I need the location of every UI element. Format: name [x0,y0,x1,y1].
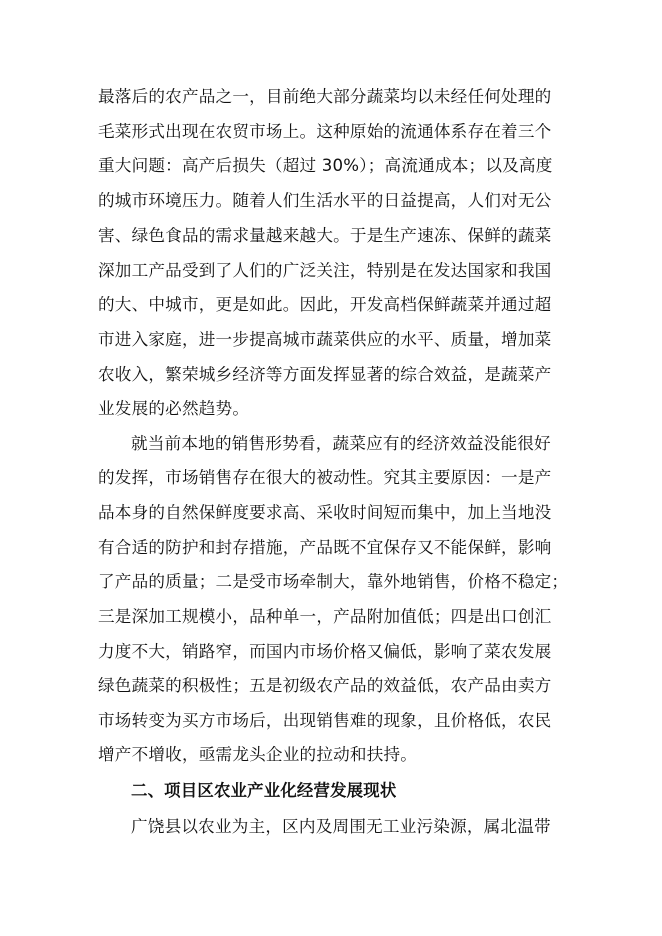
paragraph-2-line-1: 就当前本地的销售形势看，蔬菜应有的经济效益没能很好 [131,434,551,453]
paragraph-1-line-5: 害、绿色食品的需求量越来越大。于是生产速冻、保鲜的蔬菜 [98,226,552,245]
paragraph-2-line-6: 三是深加工规模小，品种单一，产品附加值低；四是出口创汇 [98,607,552,626]
paragraph-1-line-3: 重大问题：高产后损失（超过 30%）；高流通成本；以及高度 [98,156,553,175]
paragraph-2-line-5: 了产品的质量；二是受市场牵制大，靠外地销售，价格不稳定； [98,572,569,591]
section-heading: 二、项目区农业产业化经营发展现状 [131,781,397,800]
paragraph-1-line-4: 的城市环境压力。随着人们生活水平的日益提高，人们对无公 [98,191,552,210]
paragraph-1-line-9: 农收入，繁荣城乡经济等方面发挥显著的综合效益，是蔬菜产 [98,365,552,384]
paragraph-1-line-8: 市进入家庭，进一步提高城市蔬菜供应的水平、质量，增加菜 [98,330,552,349]
paragraph-2-line-10: 增产不增收，亟需龙头企业的拉动和扶持。 [98,745,418,764]
paragraph-2-line-2: 的发挥，市场销售存在很大的被动性。究其主要原因：一是产 [98,468,552,487]
paragraph-2-line-7: 力度不大，销路窄，而国内市场价格又偏低，影响了菜农发展 [98,642,552,661]
paragraph-1-line-10: 业发展的必然趋势。 [98,399,250,418]
paragraph-1-line-6: 深加工产品受到了人们的广泛关注，特别是在发达国家和我国 [98,261,552,280]
paragraph-2-line-3: 品本身的自然保鲜度要求高、采收时间短而集中，加上当地没 [98,503,552,522]
paragraph-1-line-7: 的大、中城市，更是如此。因此，开发高档保鲜蔬菜并通过超 [98,295,552,314]
paragraph-2-line-8: 绿色蔬菜的积极性；五是初级农产品的效益低，农产品由卖方 [98,676,552,695]
paragraph-1-line-1: 最落后的农产品之一，目前绝大部分蔬菜均以未经任何处理的 [98,87,552,106]
paragraph-2-line-4: 有合适的防护和封存措施，产品既不宜保存又不能保鲜，影响 [98,538,552,557]
paragraph-1-line-2: 毛菜形式出现在农贸市场上。这种原始的流通体系存在着三个 [98,122,552,141]
paragraph-3-line-1: 广饶县以农业为主，区内及周围无工业污染源，属北温带 [131,817,551,836]
paragraph-2-line-9: 市场转变为买方市场后，出现销售难的现象，且价格低，农民 [98,711,552,730]
